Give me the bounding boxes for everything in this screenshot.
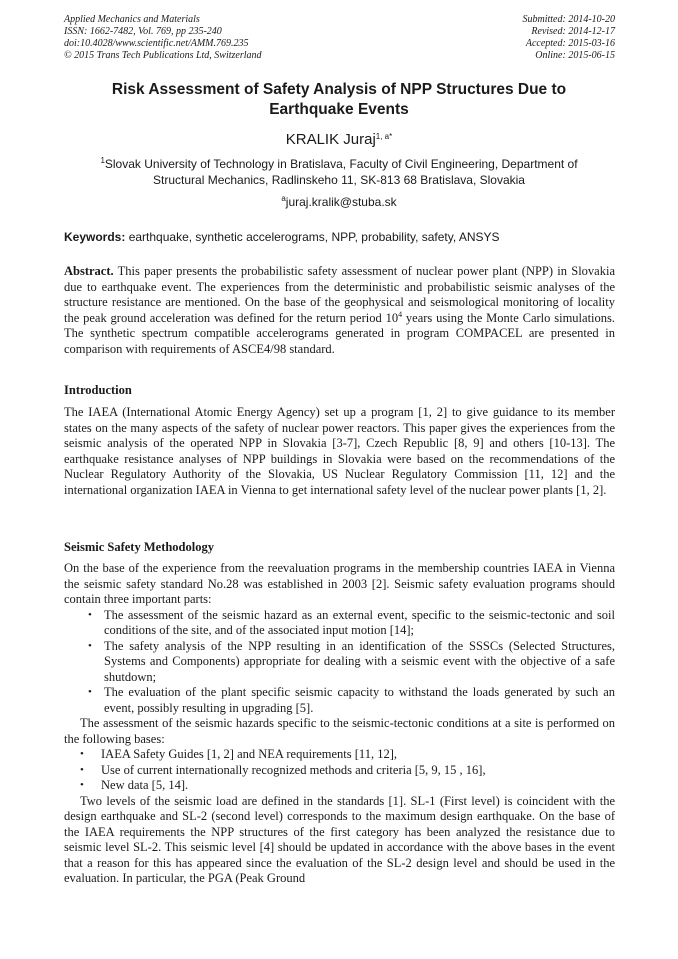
methodology-section [64,561,615,887]
introduction-paragraph: The IAEA (International Atomic Energy Agency) set up a program [1, 2] to give guidance to its member states on the many aspects of the safety of nuclear power reactors. This paper gives the experiences from the seismic analysis of the operated NPP in Slovakia [3-7], Czech Republic [8, 9] and others [10-13]. The earthquake resistance analyses of NPP buildings in Slovakia were based on the recommendations of the Nuclear Regulatory Authority of the Slovakia, US Nuclear Regulatory Commission [11, 12] and the international organization IAEA in Vienna to get international safety level of the nuclear power plants [1, 2]. [64,405,615,497]
abstract-label: Abstract. [64,264,114,278]
author-superscript: 1, a* [375,132,393,141]
bullet-glyph: • [88,686,92,698]
date-revised: Revised: 2014-12-17 [531,26,615,37]
affiliation-superscript: 1 [100,156,105,165]
affiliation [64,156,614,188]
methodology-paragraph-2: The assessment of the seismic hazards specific to the seismic-tectonic conditions at a site is performed on the following bases: [64,716,615,746]
section-heading-methodology: Seismic Safety Methodology [64,540,214,554]
list-item [64,608,615,639]
journal-doi: doi:10.4028/www.scientific.net/AMM.769.235 [64,38,249,49]
list-item [64,778,615,794]
list-item-text: Use of current internationally recognized methods and criteria [5, 9, 15 , 16], [101,762,486,777]
journal-issn: ISSN: 1662-7482, Vol. 769, pp 235-240 [64,26,222,37]
list-item-text: IAEA Safety Guides [1, 2] and NEA requirements [11, 12], [101,747,397,761]
bullet-glyph: • [80,748,84,760]
bullet-glyph: • [80,763,84,776]
affiliation-line-2: Structural Mechanics, Radlinskeho 11, SK-813 68 Bratislava, Slovakia [153,173,525,187]
abstract [64,264,615,357]
keywords-text: earthquake, synthetic accelerograms, NPP, probability, safety, ANSYS [128,230,500,244]
section-heading-introduction: Introduction [64,383,132,397]
keywords-label: Keywords: [64,230,126,244]
methodology-paragraph-3: Two levels of the seismic load are defined in the standards [1]. SL-1 (First level) is coincident with the design earthquake and SL-2 (second level) corresponds to the maximum design earthquake. On the base of the IAEA requirements the NPP structures of the first category has been analyzed the resistance due to seismic level SL-2. This seismic level [4] should be updated in accordance with the above bases in the event that a reason for this has appeared since the evaluation of the SL-2 design level and should be used in the evaluation. In particular, the PGA (Peak Ground [64,793,615,885]
affiliation-line-1: Slovak University of Technology in Bratislava, Faculty of Civil Engineering, Department of [104,157,578,171]
list-item-text: The assessment of the seismic hazard as an external event, specific to the seismic-tectonic and soil conditions of the site, and of the associated input motion [14]; [104,607,615,637]
bullet-list-parts [64,608,615,717]
list-item [64,639,615,686]
methodology-paragraph-1: On the base of the experience from the reevaluation programs in the membership countries IAEA in Vienna the seismic safety standard No.28 was established in 2003 [2]. Seismic safety evaluation programs should contain three important parts: [64,561,615,606]
list-item-text: The safety analysis of the NPP resulting in an identification of the SSSCs (Selected Structures, Systems and Components) appropriate for dealing with a seismic event with the objective of a safe shutdown; [104,638,615,684]
date-submitted: Submitted: 2014-10-20 [522,14,615,25]
abstract-text-1: This paper presents the probabilistic safety assessment of nuclear power plant (NPP) in Slovakia due to earthquake event. The experiences from the deterministic and probabilistic seismic analyses of the structure resistance are mentioned. On the base of the geophysical and seismological monitoring of locality the peak ground acceleration was defined for the return period 10 [64,264,615,325]
bullet-glyph: • [88,608,92,621]
list-item [64,763,615,779]
author-line [64,131,614,149]
list-item [64,747,615,763]
keywords [64,229,614,245]
title-line-1: Risk Assessment of Safety Analysis of NPP Structures Due to [111,81,567,98]
paper-title [64,80,614,120]
bullet-glyph: • [88,639,92,652]
date-online: Online: 2015-06-15 [535,50,615,61]
author-email: juraj.kralik@stuba.sk [285,195,397,209]
list-item-text: The evaluation of the plant specific seismic capacity to withstand the loads generated by such an event, possibly resulting in upgrading [5]. [104,685,615,715]
journal-info [64,14,262,62]
abstract-superscript: 4 [398,309,403,319]
journal-copyright: © 2015 Trans Tech Publications Ltd, Switzerland [64,50,262,61]
bullet-list-bases [64,747,615,794]
author-name: KRALIK Juraj [285,131,376,148]
email-line [64,194,614,210]
email-superscript: a [281,194,286,203]
journal-name: Applied Mechanics and Materials [64,14,200,25]
abstract-text-2: years using the Monte Carlo simulations. The synthetic spectrum compatible accelerograms generated in program COMPACEL are presented in comparison with requirements of ASCE4/98 standard. [64,310,616,356]
date-accepted: Accepted: 2015-03-16 [525,38,615,49]
submission-dates [523,14,616,62]
title-line-2: Earthquake Events [269,101,409,118]
bullet-glyph: • [80,779,84,791]
list-item [64,685,615,716]
list-item-text: New data [5, 14]. [101,778,189,792]
